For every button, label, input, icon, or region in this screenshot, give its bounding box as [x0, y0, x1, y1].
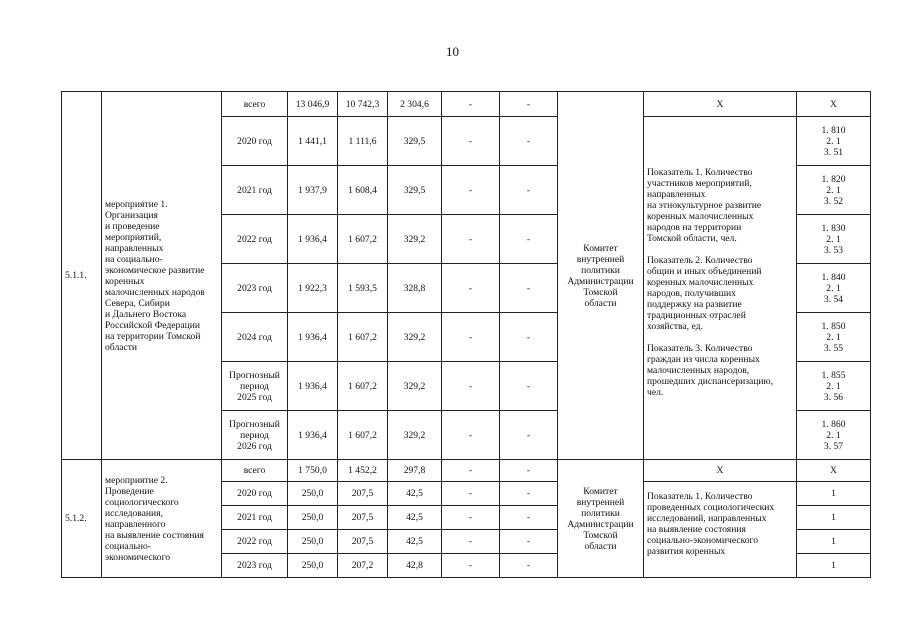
- cell-v3: 329,5: [388, 117, 442, 166]
- cell-period: 2024 год: [222, 313, 288, 362]
- cell-v3: 328,8: [388, 264, 442, 313]
- cell-v3: 42,8: [388, 554, 442, 578]
- indicators-text: [644, 117, 797, 460]
- index-values: 1. 840 2. 1 3. 54: [797, 264, 871, 313]
- cell-v2: 1 607,2: [338, 313, 388, 362]
- cell-period: 2021 год: [222, 506, 288, 530]
- cell-v5: -: [500, 166, 558, 215]
- cell-v4: -: [442, 506, 500, 530]
- index-values: 1. 820 2. 1 3. 52: [797, 166, 871, 215]
- cell-v3: 329,2: [388, 411, 442, 460]
- program-table: [61, 91, 871, 578]
- cell-v3: 329,2: [388, 215, 442, 264]
- indicator-item: Показатель 1. Количество участников мероприятий, направленных на этнокультурное развитие коренных малочисленных народов на территории Томской области, чел.: [647, 167, 762, 244]
- cell-v2: 207,5: [338, 482, 388, 506]
- cell-v3: 2 304,6: [388, 92, 442, 117]
- cell-v1: 250,0: [288, 506, 338, 530]
- index-header: X: [797, 92, 871, 117]
- cell-period: 2023 год: [222, 264, 288, 313]
- cell-v5: -: [500, 92, 558, 117]
- section-code: 5.1.1.: [62, 92, 102, 460]
- cell-period: всего: [222, 92, 288, 117]
- cell-v5: -: [500, 264, 558, 313]
- indicators-text: [644, 482, 797, 578]
- index-values: 1: [797, 506, 871, 530]
- cell-v3: 42,5: [388, 506, 442, 530]
- cell-v5: -: [500, 506, 558, 530]
- cell-v3: 329,2: [388, 362, 442, 411]
- indicator-item: Показатель 3. Количество граждан из числа коренных малочисленных народов, прошедших диспансеризацию, чел.: [647, 343, 774, 398]
- cell-v4: -: [442, 482, 500, 506]
- cell-v5: -: [500, 460, 558, 482]
- index-values: 1. 810 2. 1 3. 51: [797, 117, 871, 166]
- index-values: 1. 855 2. 1 3. 56: [797, 362, 871, 411]
- section-total-row: [62, 92, 871, 117]
- index-values: 1: [797, 482, 871, 506]
- cell-v4: -: [442, 554, 500, 578]
- index-values: 1. 850 2. 1 3. 55: [797, 313, 871, 362]
- cell-v4: -: [442, 313, 500, 362]
- cell-v4: -: [442, 264, 500, 313]
- executor: Комитет внутренней политики Администрации Томской области: [558, 460, 644, 578]
- cell-v4: -: [442, 530, 500, 554]
- cell-v5: -: [500, 482, 558, 506]
- cell-v2: 207,5: [338, 530, 388, 554]
- cell-v5: -: [500, 554, 558, 578]
- cell-period: Прогнозный период 2026 год: [222, 411, 288, 460]
- cell-v3: 42,5: [388, 530, 442, 554]
- index-values: 1. 860 2. 1 3. 57: [797, 411, 871, 460]
- cell-v2: 1 452,2: [338, 460, 388, 482]
- cell-period: Прогнозный период 2025 год: [222, 362, 288, 411]
- cell-v4: -: [442, 92, 500, 117]
- section-name: мероприятие 1. Организация и проведение мероприятий, направленных на социально- экономическое развитие коренных малочисленных народов Севера, Сибири и Дальнего Востока Российской Федерации на территории Томской области: [102, 92, 222, 460]
- indicator-header: X: [644, 460, 797, 482]
- cell-period: 2022 год: [222, 530, 288, 554]
- cell-v4: -: [442, 411, 500, 460]
- section-total-row: [62, 460, 871, 482]
- cell-v2: 1 607,2: [338, 411, 388, 460]
- cell-v2: 1 111,6: [338, 117, 388, 166]
- cell-v2: 207,5: [338, 506, 388, 530]
- cell-v1: 13 046,9: [288, 92, 338, 117]
- cell-v2: 207,2: [338, 554, 388, 578]
- cell-v1: 250,0: [288, 530, 338, 554]
- cell-v1: 1 922,3: [288, 264, 338, 313]
- cell-v5: -: [500, 215, 558, 264]
- cell-period: всего: [222, 460, 288, 482]
- cell-period: 2022 год: [222, 215, 288, 264]
- cell-v2: 1 607,2: [338, 215, 388, 264]
- cell-period: 2020 год: [222, 117, 288, 166]
- cell-v1: 250,0: [288, 554, 338, 578]
- indicator-item: Показатель 1. Количество проведенных социологических исследований, направленных на выявление состояния социально-экономического развития коренных: [647, 491, 775, 557]
- index-values: 1: [797, 530, 871, 554]
- cell-v2: 1 593,5: [338, 264, 388, 313]
- cell-v1: 1 441,1: [288, 117, 338, 166]
- cell-v2: 1 608,4: [338, 166, 388, 215]
- section-name: мероприятие 2. Проведение социологического исследования, направленного на выявление состояния социально- экономического: [102, 460, 222, 578]
- cell-v1: 1 936,4: [288, 215, 338, 264]
- cell-period: 2020 год: [222, 482, 288, 506]
- cell-v5: -: [500, 362, 558, 411]
- cell-v2: 10 742,3: [338, 92, 388, 117]
- page-number: 10: [446, 44, 459, 59]
- cell-v4: -: [442, 215, 500, 264]
- index-header: X: [797, 460, 871, 482]
- cell-v1: 1 750,0: [288, 460, 338, 482]
- cell-v3: 42,5: [388, 482, 442, 506]
- cell-v5: -: [500, 530, 558, 554]
- cell-v3: 297,8: [388, 460, 442, 482]
- cell-period: 2023 год: [222, 554, 288, 578]
- executor: Комитет внутренней политики Администрации Томской области: [558, 92, 644, 460]
- cell-v4: -: [442, 166, 500, 215]
- indicator-header: X: [644, 92, 797, 117]
- cell-v2: 1 607,2: [338, 362, 388, 411]
- cell-v1: 1 936,4: [288, 313, 338, 362]
- cell-v1: 1 936,4: [288, 362, 338, 411]
- indicator-item: Показатель 2. Количество общин и иных объединений коренных малочисленных народов, получивших поддержку на развитие традиционных отраслей хозяйства, ед.: [647, 255, 762, 332]
- cell-v4: -: [442, 460, 500, 482]
- index-values: 1: [797, 554, 871, 578]
- index-values: 1. 830 2. 1 3. 53: [797, 215, 871, 264]
- cell-v1: 250,0: [288, 482, 338, 506]
- cell-v4: -: [442, 117, 500, 166]
- cell-v3: 329,2: [388, 313, 442, 362]
- section-code: 5.1.2.: [62, 460, 102, 578]
- cell-v1: 1 937,9: [288, 166, 338, 215]
- cell-v5: -: [500, 117, 558, 166]
- cell-v5: -: [500, 313, 558, 362]
- cell-v5: -: [500, 411, 558, 460]
- cell-v3: 329,5: [388, 166, 442, 215]
- cell-v1: 1 936,4: [288, 411, 338, 460]
- cell-v4: -: [442, 362, 500, 411]
- cell-period: 2021 год: [222, 166, 288, 215]
